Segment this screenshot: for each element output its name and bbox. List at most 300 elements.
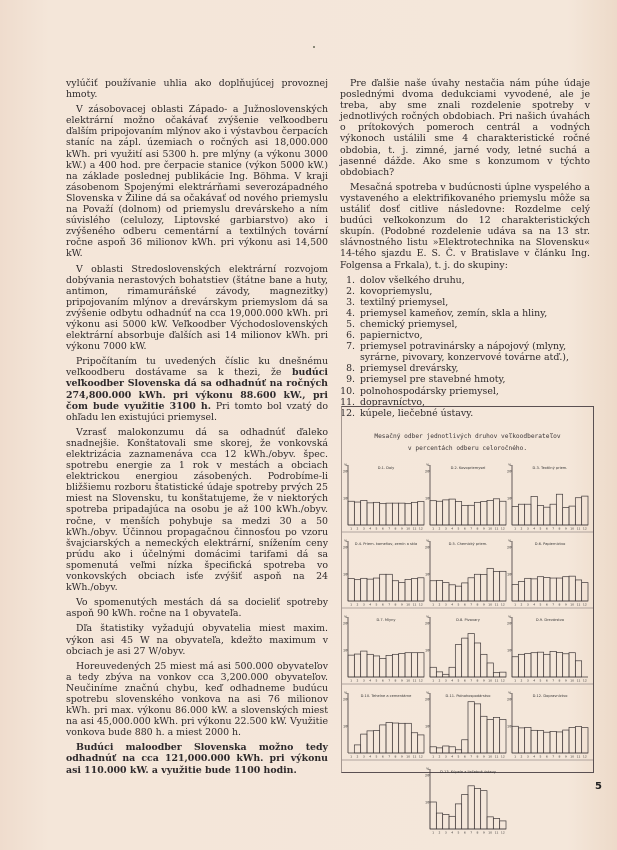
panel-title: D.9. Drevárstvo [535, 618, 565, 622]
bar [354, 745, 360, 753]
bar [544, 578, 550, 601]
x-tick-label: 3 [362, 526, 365, 531]
bar [348, 501, 354, 525]
y-unit-label: % [508, 539, 512, 543]
x-tick-label: 4 [451, 678, 454, 683]
left-paragraph-5: Vzrasť malokonzumu dá sa odhadnúť ďaleko snadnejšie. Konštatovali sme skorej, že vonkovská elektrizácia zaznamenáva cca 12 kWh./obyv. špec. spotrebu energie za 1 rok v mestách a obciach elektrickou energiou zásobených. Podrobíme-li bližšiemu rozboru štatistické údaje spotreby prvých 25 miest na Slovensku, tu konštatujeme, že v niektorých spotreba pripadajúca na osobu je až 100 kWh./obyv. ročne, v menších pohybuje sa medzi 30 a 50 kWh./obyv. Účinnou propagačnou činnosťou po vzoru švajciarských a nemeckých elektrární, snížením ceny prúdu ako i účelnými domácimi tarifami dá sa spomenutá veľmi nízka špecifická spotreba vo vonkovských obciach isťe zvýšiť aspoň na 24 kWh./obyv. [66, 426, 328, 594]
bar [531, 653, 537, 677]
x-tick-label: 12 [582, 526, 587, 531]
x-tick-label: 5 [375, 526, 378, 531]
bar [468, 505, 474, 525]
x-tick-label: 1 [432, 526, 435, 531]
y-unit-label: % [426, 767, 430, 771]
bar [443, 746, 449, 753]
y-tick-label: 20 [343, 469, 348, 474]
x-tick-label: 7 [388, 602, 391, 607]
bar [518, 654, 524, 677]
x-tick-label: 9 [482, 526, 485, 531]
bar [411, 733, 417, 753]
x-tick-label: 6 [381, 754, 384, 759]
bar [569, 576, 575, 601]
x-tick-label: 11 [576, 754, 581, 759]
x-tick-label: 1 [432, 602, 435, 607]
bar [462, 740, 468, 753]
bar [436, 672, 442, 677]
bar [392, 581, 398, 601]
x-tick-label: 3 [526, 678, 529, 683]
bar [500, 720, 506, 753]
x-tick-label: 1 [350, 754, 353, 759]
x-tick-label: 10 [570, 678, 575, 683]
left-paragraph-8: Horeuvedených 25 miest má asi 500.000 obyvateľov a tedy zbýva na vonkov cca 3,200.000 obyvateľov. Neučiníme značnú chybu, keď odhadneme budúcu spotrebu slovenského vonkova na asi 76 milionov kWh. pri max. výkonu 86.000 kW. a slovenských miest na asi 45,000.000 kWh. pri výkonu 22.500 kW. Využitie vonkova bude 880 h. a miest 2000 h. [66, 660, 328, 739]
bar [348, 655, 354, 677]
bar [367, 579, 373, 601]
x-tick-label: 11 [494, 678, 499, 683]
list-item: 5. chemický priemysel, [358, 319, 590, 330]
y-unit-label: % [426, 539, 430, 543]
bar [405, 723, 411, 753]
bar [418, 653, 424, 677]
y-unit-label: % [508, 615, 512, 619]
bar [500, 571, 506, 601]
bar [487, 720, 493, 753]
x-tick-label: 8 [476, 830, 479, 835]
x-tick-label: 10 [570, 754, 575, 759]
panel-title: D.2. Kovopriemysel [450, 466, 486, 470]
bar [518, 728, 524, 753]
x-tick-label: 8 [558, 678, 561, 683]
x-tick-label: 1 [514, 602, 517, 607]
x-tick-label: 12 [418, 678, 423, 683]
bar [500, 672, 506, 677]
bar [582, 583, 588, 601]
bar [575, 580, 581, 601]
left-paragraph-4 [66, 356, 328, 423]
bar [436, 748, 442, 753]
x-tick-label: 12 [582, 678, 587, 683]
y-unit-label: % [344, 463, 348, 467]
x-tick-label: 1 [350, 526, 353, 531]
x-tick-label: 8 [394, 754, 397, 759]
bar [468, 578, 474, 601]
x-tick-label: 8 [476, 754, 479, 759]
x-tick-label: 4 [451, 830, 454, 835]
x-tick-label: 11 [412, 754, 417, 759]
right-column [340, 78, 590, 419]
x-tick-label: 12 [500, 830, 505, 835]
bar [531, 496, 537, 525]
x-tick-label: 4 [451, 526, 454, 531]
bar [462, 583, 468, 601]
bar [361, 500, 367, 525]
consumer-groups-list [340, 275, 590, 419]
y-tick-label: 10 [425, 800, 430, 805]
bar [430, 667, 436, 677]
bar [575, 727, 581, 753]
x-tick-label: 9 [482, 830, 485, 835]
x-tick-label: 3 [444, 602, 447, 607]
bar [500, 501, 506, 525]
text-run: Pri tomto bol vzatý do ohľadu len existujúci priemysel. [66, 400, 328, 423]
x-tick-label: 9 [564, 526, 567, 531]
x-tick-label: 5 [375, 678, 378, 683]
bar [544, 507, 550, 525]
bar [399, 583, 405, 601]
x-tick-label: 3 [444, 830, 447, 835]
small-multiples-chart [342, 407, 593, 835]
x-tick-label: 8 [558, 526, 561, 531]
bold-conclusion-smallconsumption: Budúci maloodber Slovenska možno tedy odhadnúť na cca 121,000.000 kWh. pri výkonu asi 110.000 kW. a využitie bude 1100 hodin. [66, 742, 328, 776]
bar [582, 728, 588, 753]
x-tick-label: 7 [552, 678, 555, 683]
x-tick-label: 2 [438, 602, 441, 607]
bar [537, 731, 543, 753]
bar [556, 732, 562, 753]
y-tick-label: 10 [507, 496, 512, 501]
bar [455, 750, 461, 753]
panel-title: D.6. Papiernictvo [534, 542, 566, 546]
y-tick-label: 20 [507, 545, 512, 550]
x-tick-label: 5 [457, 830, 460, 835]
y-unit-label: % [344, 691, 348, 695]
panel-title: D.12. Dopravníctvo [532, 694, 568, 698]
x-tick-label: 4 [369, 602, 372, 607]
list-item: 9. priemysel pre stavebné hmoty, [358, 374, 590, 385]
bar [411, 502, 417, 525]
x-tick-label: 11 [412, 526, 417, 531]
x-tick-label: 8 [394, 526, 397, 531]
x-tick-label: 6 [463, 754, 466, 759]
x-tick-label: 12 [500, 602, 505, 607]
bar [399, 723, 405, 753]
x-tick-label: 12 [500, 754, 505, 759]
x-tick-label: 10 [488, 830, 493, 835]
x-tick-label: 9 [564, 754, 567, 759]
y-tick-label: 20 [507, 621, 512, 626]
bar [575, 498, 581, 525]
x-tick-label: 6 [463, 830, 466, 835]
x-tick-label: 8 [476, 526, 479, 531]
x-tick-label: 6 [463, 526, 466, 531]
x-tick-label: 2 [356, 754, 359, 759]
y-unit-label: % [426, 615, 430, 619]
panel-title: D.11. Polnohospodárstvo [445, 694, 491, 698]
bar [405, 579, 411, 601]
bar [367, 731, 373, 753]
x-tick-label: 2 [438, 830, 441, 835]
bar [481, 575, 487, 601]
x-tick-label: 9 [482, 602, 485, 607]
bar [361, 651, 367, 677]
bar [512, 585, 518, 601]
x-tick-label: 10 [488, 526, 493, 531]
x-tick-label: 4 [533, 678, 536, 683]
page-number: 5 [595, 781, 602, 792]
monthly-consumption-figure [341, 406, 594, 835]
bar [348, 579, 354, 601]
bar [380, 658, 386, 677]
x-tick-label: 6 [545, 678, 548, 683]
x-tick-label: 7 [470, 754, 473, 759]
x-tick-label: 3 [362, 602, 365, 607]
y-tick-label: 10 [343, 572, 348, 577]
list-item: 12. kúpele, liečebné ústavy. [358, 408, 590, 419]
bar [487, 663, 493, 677]
x-tick-label: 9 [400, 754, 403, 759]
x-tick-label: 7 [470, 678, 473, 683]
list-item: 6. papiernictvo, [358, 330, 590, 341]
y-unit-label: % [426, 691, 430, 695]
bar [443, 674, 449, 677]
y-unit-label: % [426, 463, 430, 467]
x-tick-label: 1 [514, 526, 517, 531]
bar [411, 579, 417, 601]
bar [455, 586, 461, 601]
x-tick-label: 6 [381, 602, 384, 607]
x-tick-label: 10 [488, 678, 493, 683]
x-tick-label: 2 [520, 678, 523, 683]
y-tick-label: 10 [507, 572, 512, 577]
x-tick-label: 7 [470, 830, 473, 835]
x-tick-label: 7 [470, 526, 473, 531]
x-tick-label: 10 [488, 602, 493, 607]
bar [436, 580, 442, 601]
y-tick-label: 20 [425, 621, 430, 626]
bar [487, 500, 493, 525]
y-unit-label: % [508, 463, 512, 467]
right-paragraph-1: Pre ďalšie naše úvahy nestačia nám púhe údaje poslednými dvoma dedukciami vyvodené, ale je treba, aby sme znali rozdelenie spotreby v jednotlivých ročných obdobiach. Pri našich úvahách o prítokových pomeroch centrál a vodných výkonoch ustálili sme 4 charakteristické ročné obdobia, t. j. zimné, jarné vody, letné suchá a jasenné dážde. Ako sme s konzumom v týchto obdobiach? [340, 78, 590, 178]
x-tick-label: 9 [400, 678, 403, 683]
bar [367, 654, 373, 677]
bar [462, 638, 468, 677]
bar [405, 653, 411, 677]
x-tick-label: 2 [356, 602, 359, 607]
bar [405, 504, 411, 525]
bar [563, 507, 569, 525]
bar [550, 504, 556, 525]
x-tick-label: 6 [545, 526, 548, 531]
bar [361, 734, 367, 753]
x-tick-label: 10 [570, 602, 575, 607]
x-tick-label: 11 [576, 526, 581, 531]
bar [493, 673, 499, 677]
x-tick-label: 1 [514, 678, 517, 683]
bar [380, 725, 386, 753]
x-tick-label: 6 [545, 754, 548, 759]
bar [537, 577, 543, 601]
x-tick-label: 2 [356, 678, 359, 683]
bar [481, 716, 487, 753]
bar [443, 583, 449, 601]
y-tick-label: 10 [343, 648, 348, 653]
bar [563, 577, 569, 601]
y-tick-label: 10 [343, 496, 348, 501]
x-tick-label: 2 [520, 754, 523, 759]
x-tick-label: 5 [457, 526, 460, 531]
x-tick-label: 9 [400, 526, 403, 531]
y-tick-label: 20 [425, 697, 430, 702]
bar [373, 656, 379, 677]
x-tick-label: 3 [444, 526, 447, 531]
left-column [66, 78, 328, 780]
bar [544, 732, 550, 753]
x-tick-label: 7 [552, 754, 555, 759]
right-paragraph-2: Mesačná spotreba v budúcnosti úplne vyspelého a vystaveného a elektrifikovaného priemyslu môže sa ustáliť dosť citlive následovne: Rozdelme celý budúci veľkokonzum do 12 charakteristických skupín. (Podobné rozdelenie udáva sa na 13 str. slávnostného listu »Elektrotechnika na Slovensku« 14-tého sjazdu E. S. Č. v Bratislave v článku Ing. Folgensa a Frkala), t. j. do skupiny: [340, 181, 590, 271]
x-tick-label: 12 [582, 754, 587, 759]
x-tick-label: 3 [526, 754, 529, 759]
bar [443, 500, 449, 525]
list-item: 3. textilný priemysel, [358, 297, 590, 308]
bar [380, 574, 386, 601]
y-tick-label: 20 [343, 697, 348, 702]
bar [430, 747, 436, 753]
x-tick-label: 5 [375, 602, 378, 607]
figure-title: Mesačný odber jednotlivých druhov veľkoodberateľov [374, 433, 561, 440]
bar [569, 653, 575, 677]
x-tick-label: 3 [362, 754, 365, 759]
x-tick-label: 10 [406, 754, 411, 759]
x-tick-label: 8 [558, 602, 561, 607]
x-tick-label: 3 [526, 602, 529, 607]
x-tick-label: 5 [457, 602, 460, 607]
bar [493, 499, 499, 525]
x-tick-label: 6 [545, 602, 548, 607]
bar [569, 506, 575, 525]
x-tick-label: 5 [457, 678, 460, 683]
bar [449, 499, 455, 525]
list-item: 8. priemysel drevársky, [358, 363, 590, 374]
x-tick-label: 10 [570, 526, 575, 531]
x-tick-label: 6 [381, 678, 384, 683]
x-tick-label: 4 [451, 754, 454, 759]
bar [392, 654, 398, 677]
bar [537, 652, 543, 677]
bar [418, 735, 424, 753]
bar [518, 504, 524, 525]
bar [474, 643, 480, 677]
bar [531, 730, 537, 753]
x-tick-label: 7 [388, 526, 391, 531]
bar [518, 582, 524, 601]
y-unit-label: % [344, 615, 348, 619]
x-tick-label: 8 [558, 754, 561, 759]
bar [525, 504, 531, 525]
y-tick-label: 10 [507, 648, 512, 653]
bar [455, 645, 461, 677]
y-tick-label: 20 [425, 773, 430, 778]
text-run: Pripočítaním tu uvedených číslic ku dnešnému veľkoodberu dostávame sa k thezi, že [66, 356, 328, 379]
y-tick-label: 10 [425, 724, 430, 729]
bar [537, 506, 543, 525]
x-tick-label: 5 [375, 754, 378, 759]
y-unit-label: % [344, 539, 348, 543]
list-item: 2. kovopriemyslu, [358, 286, 590, 297]
y-unit-label: % [508, 691, 512, 695]
bar [430, 581, 436, 601]
x-tick-label: 12 [582, 602, 587, 607]
left-paragraph-6: Vo spomenutých mestách dá sa docieliť spotreby aspoň 90 kWh. ročne na 1 obyvateľa. [66, 597, 328, 620]
bar [512, 657, 518, 677]
y-tick-label: 20 [343, 545, 348, 550]
bold-conclusion-bigconsumption: budúci veľkoodber Slovenska dá sa odhadnúť na ročných 274,800.000 kWh. pri výkonu 88.600 kW., pri čom bude využitie 3100 h. [66, 367, 328, 412]
x-tick-label: 4 [533, 754, 536, 759]
bar [380, 504, 386, 525]
bar [386, 503, 392, 525]
x-tick-label: 2 [356, 526, 359, 531]
x-tick-label: 11 [494, 602, 499, 607]
x-tick-label: 8 [476, 602, 479, 607]
x-tick-label: 1 [432, 678, 435, 683]
bar [487, 568, 493, 601]
bar [399, 654, 405, 677]
bar [373, 578, 379, 601]
x-tick-label: 2 [438, 754, 441, 759]
panel-title: D.10. Tehelne a cementárne [360, 694, 412, 698]
y-tick-label: 20 [507, 469, 512, 474]
bar [455, 502, 461, 525]
x-tick-label: 6 [381, 526, 384, 531]
bar [493, 572, 499, 601]
x-tick-label: 5 [539, 526, 542, 531]
y-tick-label: 10 [425, 496, 430, 501]
x-tick-label: 12 [500, 678, 505, 683]
x-tick-label: 1 [350, 678, 353, 683]
x-tick-label: 1 [432, 754, 435, 759]
x-tick-label: 10 [406, 602, 411, 607]
panel-title: D.8. Pivovary [456, 618, 480, 622]
bar [468, 702, 474, 753]
x-tick-label: 3 [526, 526, 529, 531]
bar [481, 654, 487, 677]
x-tick-label: 9 [400, 602, 403, 607]
bar [354, 654, 360, 677]
x-tick-label: 9 [564, 678, 567, 683]
x-tick-label: 8 [394, 678, 397, 683]
bar [525, 654, 531, 677]
x-tick-label: 5 [457, 754, 460, 759]
bar [525, 578, 531, 601]
y-tick-label: 20 [507, 697, 512, 702]
list-item: 7. priemysel potravinársky a nápojový (mlyny, syrárne, pivovary, konzervové továrne atď.), [358, 341, 590, 363]
panel-title: D.3. Textilný priem. [532, 466, 568, 470]
x-tick-label: 6 [463, 602, 466, 607]
y-tick-label: 10 [343, 724, 348, 729]
left-paragraph-3: V oblasti Stredoslovenských elektrární rozvojom dobývania nerastových bohatstiev (štátne bane a huty, antimon, rimamuráňské závody, magnezitky) pripojovaním mlýnov a drevárskym priemyslom dá sa zvýšenie odbytu odhadnúť na cca 19,000.000 kWh. pri výkonu asi 5000 kW. Veľkoodber Východoslovenských elektrární absorbuje ďalších asi 14 milionov kWh. pri výkonu 7000 kW. [66, 263, 328, 353]
x-tick-label: 7 [470, 602, 473, 607]
bar [563, 654, 569, 677]
bar [550, 651, 556, 677]
y-tick-label: 10 [507, 724, 512, 729]
x-tick-label: 10 [406, 678, 411, 683]
list-item: 1. dolov všelkého druhu, [358, 275, 590, 286]
x-tick-label: 2 [520, 602, 523, 607]
panel-title: D.13. Kúpele a liečebné ústavy [440, 770, 496, 774]
bar [392, 503, 398, 525]
x-tick-label: 11 [494, 526, 499, 531]
bar [386, 574, 392, 601]
bar [449, 667, 455, 677]
x-tick-label: 11 [412, 678, 417, 683]
x-tick-label: 11 [412, 602, 417, 607]
x-tick-label: 5 [539, 678, 542, 683]
bar [386, 655, 392, 677]
x-tick-label: 2 [520, 526, 523, 531]
x-tick-label: 7 [388, 754, 391, 759]
x-tick-label: 9 [482, 754, 485, 759]
x-tick-label: 9 [564, 602, 567, 607]
x-tick-label: 11 [576, 602, 581, 607]
x-tick-label: 5 [539, 754, 542, 759]
